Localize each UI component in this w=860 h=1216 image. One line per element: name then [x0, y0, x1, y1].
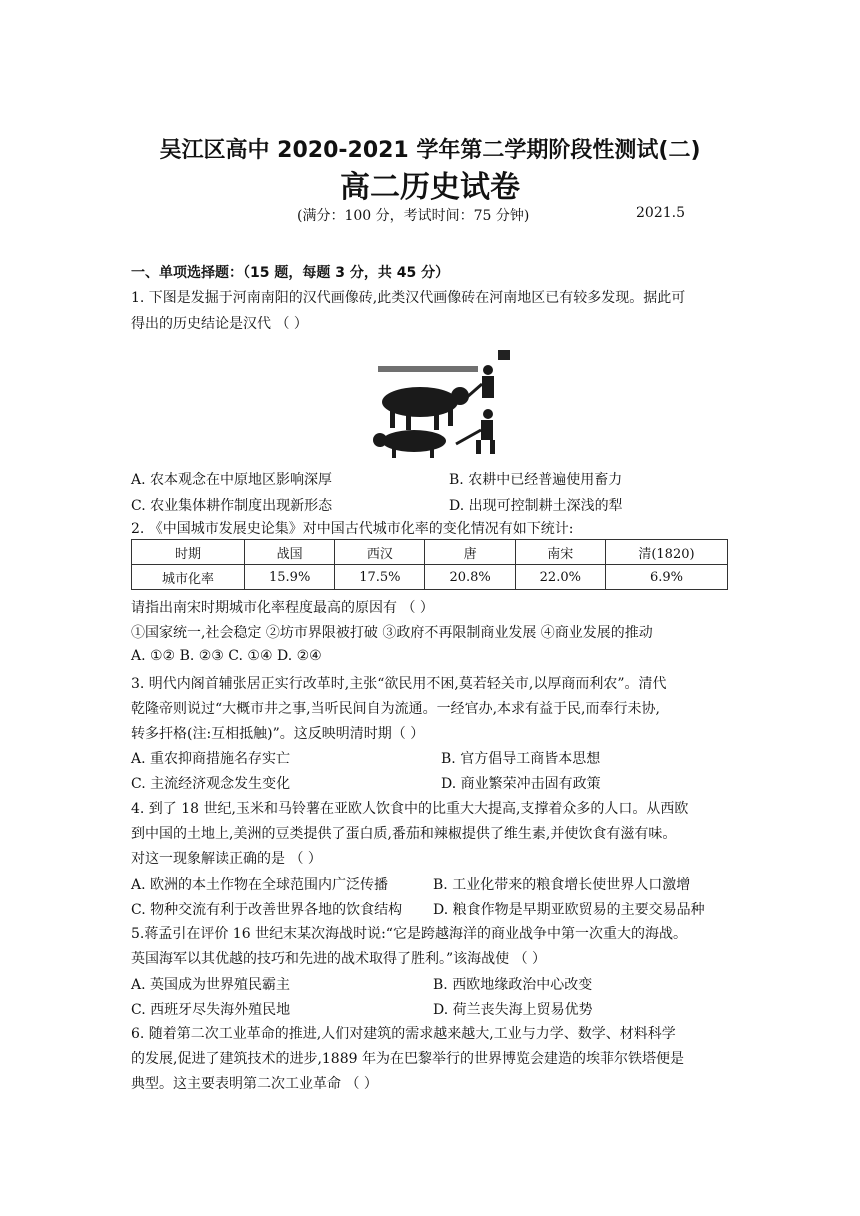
- table-row: [132, 565, 728, 590]
- q1-option-d: D. 出现可控制耕土深浅的犁: [449, 498, 623, 514]
- table-header-cell: 清(1820): [605, 540, 727, 565]
- q3-stem-line2: 乾隆帝则说过“大概市井之事,当听民间自为流通。一经官办,本求有益于民,而奉行未协,: [131, 701, 660, 717]
- exam-school-title: 吴江区高中 2020-2021 学年第二学期阶段性测试(二): [159, 138, 701, 163]
- q3-option-b: B. 官方倡导工商皆本思想: [441, 751, 601, 767]
- table-header-cell: 战国: [245, 540, 335, 565]
- table-cell: 6.9%: [605, 565, 727, 590]
- q1-option-b: B. 农耕中已经普遍使用畜力: [449, 472, 623, 488]
- table-header-cell: 西汉: [335, 540, 425, 565]
- q3-option-d: D. 商业繁荣冲击固有政策: [441, 776, 601, 792]
- table-cell: 15.9%: [245, 565, 335, 590]
- q4-option-c: C. 物种交流有利于改善世界各地的饮食结构: [131, 902, 403, 918]
- q5-option-d: D. 荷兰丧失海上贸易优势: [433, 1002, 593, 1018]
- exam-info: (满分：100 分，考试时间：75 分钟): [297, 208, 530, 224]
- exam-subject-title: 高二历史试卷: [340, 170, 520, 205]
- q4-stem-line2: 到中国的土地上,美洲的豆类提供了蛋白质,番茄和辣椒提供了维生素,并使饮食有滋有味。: [131, 826, 677, 842]
- q5-option-a: A. 英国成为世界殖民霸主: [131, 977, 291, 993]
- q5-stem-line2: 英国海军以其优越的技巧和先进的战术取得了胜利。”该海战使 （ ）: [131, 951, 547, 967]
- q3-stem-line1: 3. 明代内阁首辅张居正实行改革时,主张“欲民用不困,莫若轻关市,以厚商而利农”。清代: [131, 676, 667, 692]
- q6-stem-line1: 6. 随着第二次工业革命的推进,人们对建筑的需求越来越大,工业与力学、数学、材料科学: [131, 1026, 676, 1042]
- section-heading: 一、单项选择题：（15 题，每题 3 分，共 45 分）: [131, 265, 450, 281]
- han-brick-relief-image: [348, 348, 516, 460]
- table-cell: 17.5%: [335, 565, 425, 590]
- q5-option-c: C. 西班牙尽失海外殖民地: [131, 1002, 291, 1018]
- q1-option-c: C. 农业集体耕作制度出现新形态: [131, 498, 333, 514]
- q6-stem-line2: 的发展,促进了建筑技术的进步,1889 年为在巴黎举行的世界博览会建造的埃菲尔铁塔便是: [131, 1051, 684, 1067]
- table-cell: 城市化率: [132, 565, 245, 590]
- q5-option-b: B. 西欧地缘政治中心改变: [433, 977, 593, 993]
- table-header-cell: 唐: [425, 540, 515, 565]
- q4-stem-line1: 4. 到了 18 世纪,玉米和马铃薯在亚欧人饮食中的比重大大提高,支撑着众多的人口。从西欧: [131, 801, 689, 817]
- q4-option-a: A. 欧洲的本土作物在全球范围内广泛传播: [131, 877, 389, 893]
- q5-stem-line1: 5.蒋孟引在评价 16 世纪末某次海战时说:“它是跨越海洋的商业战争中第一次重大的海战。: [131, 926, 687, 942]
- q3-stem-line3: 转多扞格(注:互相抵触)”。这反映明清时期（ ）: [131, 726, 425, 742]
- q2-stem-line1: 2. 《中国城市发展史论集》对中国古代城市化率的变化情况有如下统计:: [131, 521, 574, 537]
- q2-options: A. ①② B. ②③ C. ①④ D. ②④: [131, 648, 322, 664]
- q3-option-c: C. 主流经济观念发生变化: [131, 776, 291, 792]
- exam-date: 2021.5: [636, 205, 685, 221]
- table-header-cell: 南宋: [515, 540, 605, 565]
- q1-stem-line1: 1. 下图是发掘于河南南阳的汉代画像砖,此类汉代画像砖在河南地区已有较多发现。据此可: [131, 290, 686, 306]
- q3-option-a: A. 重农抑商措施名存实亡: [131, 751, 291, 767]
- table-header-row: [132, 540, 728, 565]
- table-header-cell: 时期: [132, 540, 245, 565]
- q6-stem-line3: 典型。这主要表明第二次工业革命 （ ）: [131, 1076, 378, 1092]
- table-cell: 22.0%: [515, 565, 605, 590]
- q1-option-a: A. 农本观念在中原地区影响深厚: [131, 472, 333, 488]
- q4-option-d: D. 粮食作物是早期亚欧贸易的主要交易品种: [433, 902, 705, 918]
- q2-stem-line2: 请指出南宋时期城市化率程度最高的原因有 （ ）: [131, 600, 434, 616]
- table-cell: 20.8%: [425, 565, 515, 590]
- urbanization-table: [131, 539, 728, 590]
- q1-stem-line2: 得出的历史结论是汉代 （ ）: [131, 316, 308, 332]
- q4-option-b: B. 工业化带来的粮食增长使世界人口激增: [433, 877, 691, 893]
- q2-statements: ①国家统一,社会稳定 ②坊市界限被打破 ③政府不再限制商业发展 ④商业发展的推动: [131, 625, 653, 641]
- q4-stem-line3: 对这一现象解读正确的是 （ ）: [131, 851, 322, 867]
